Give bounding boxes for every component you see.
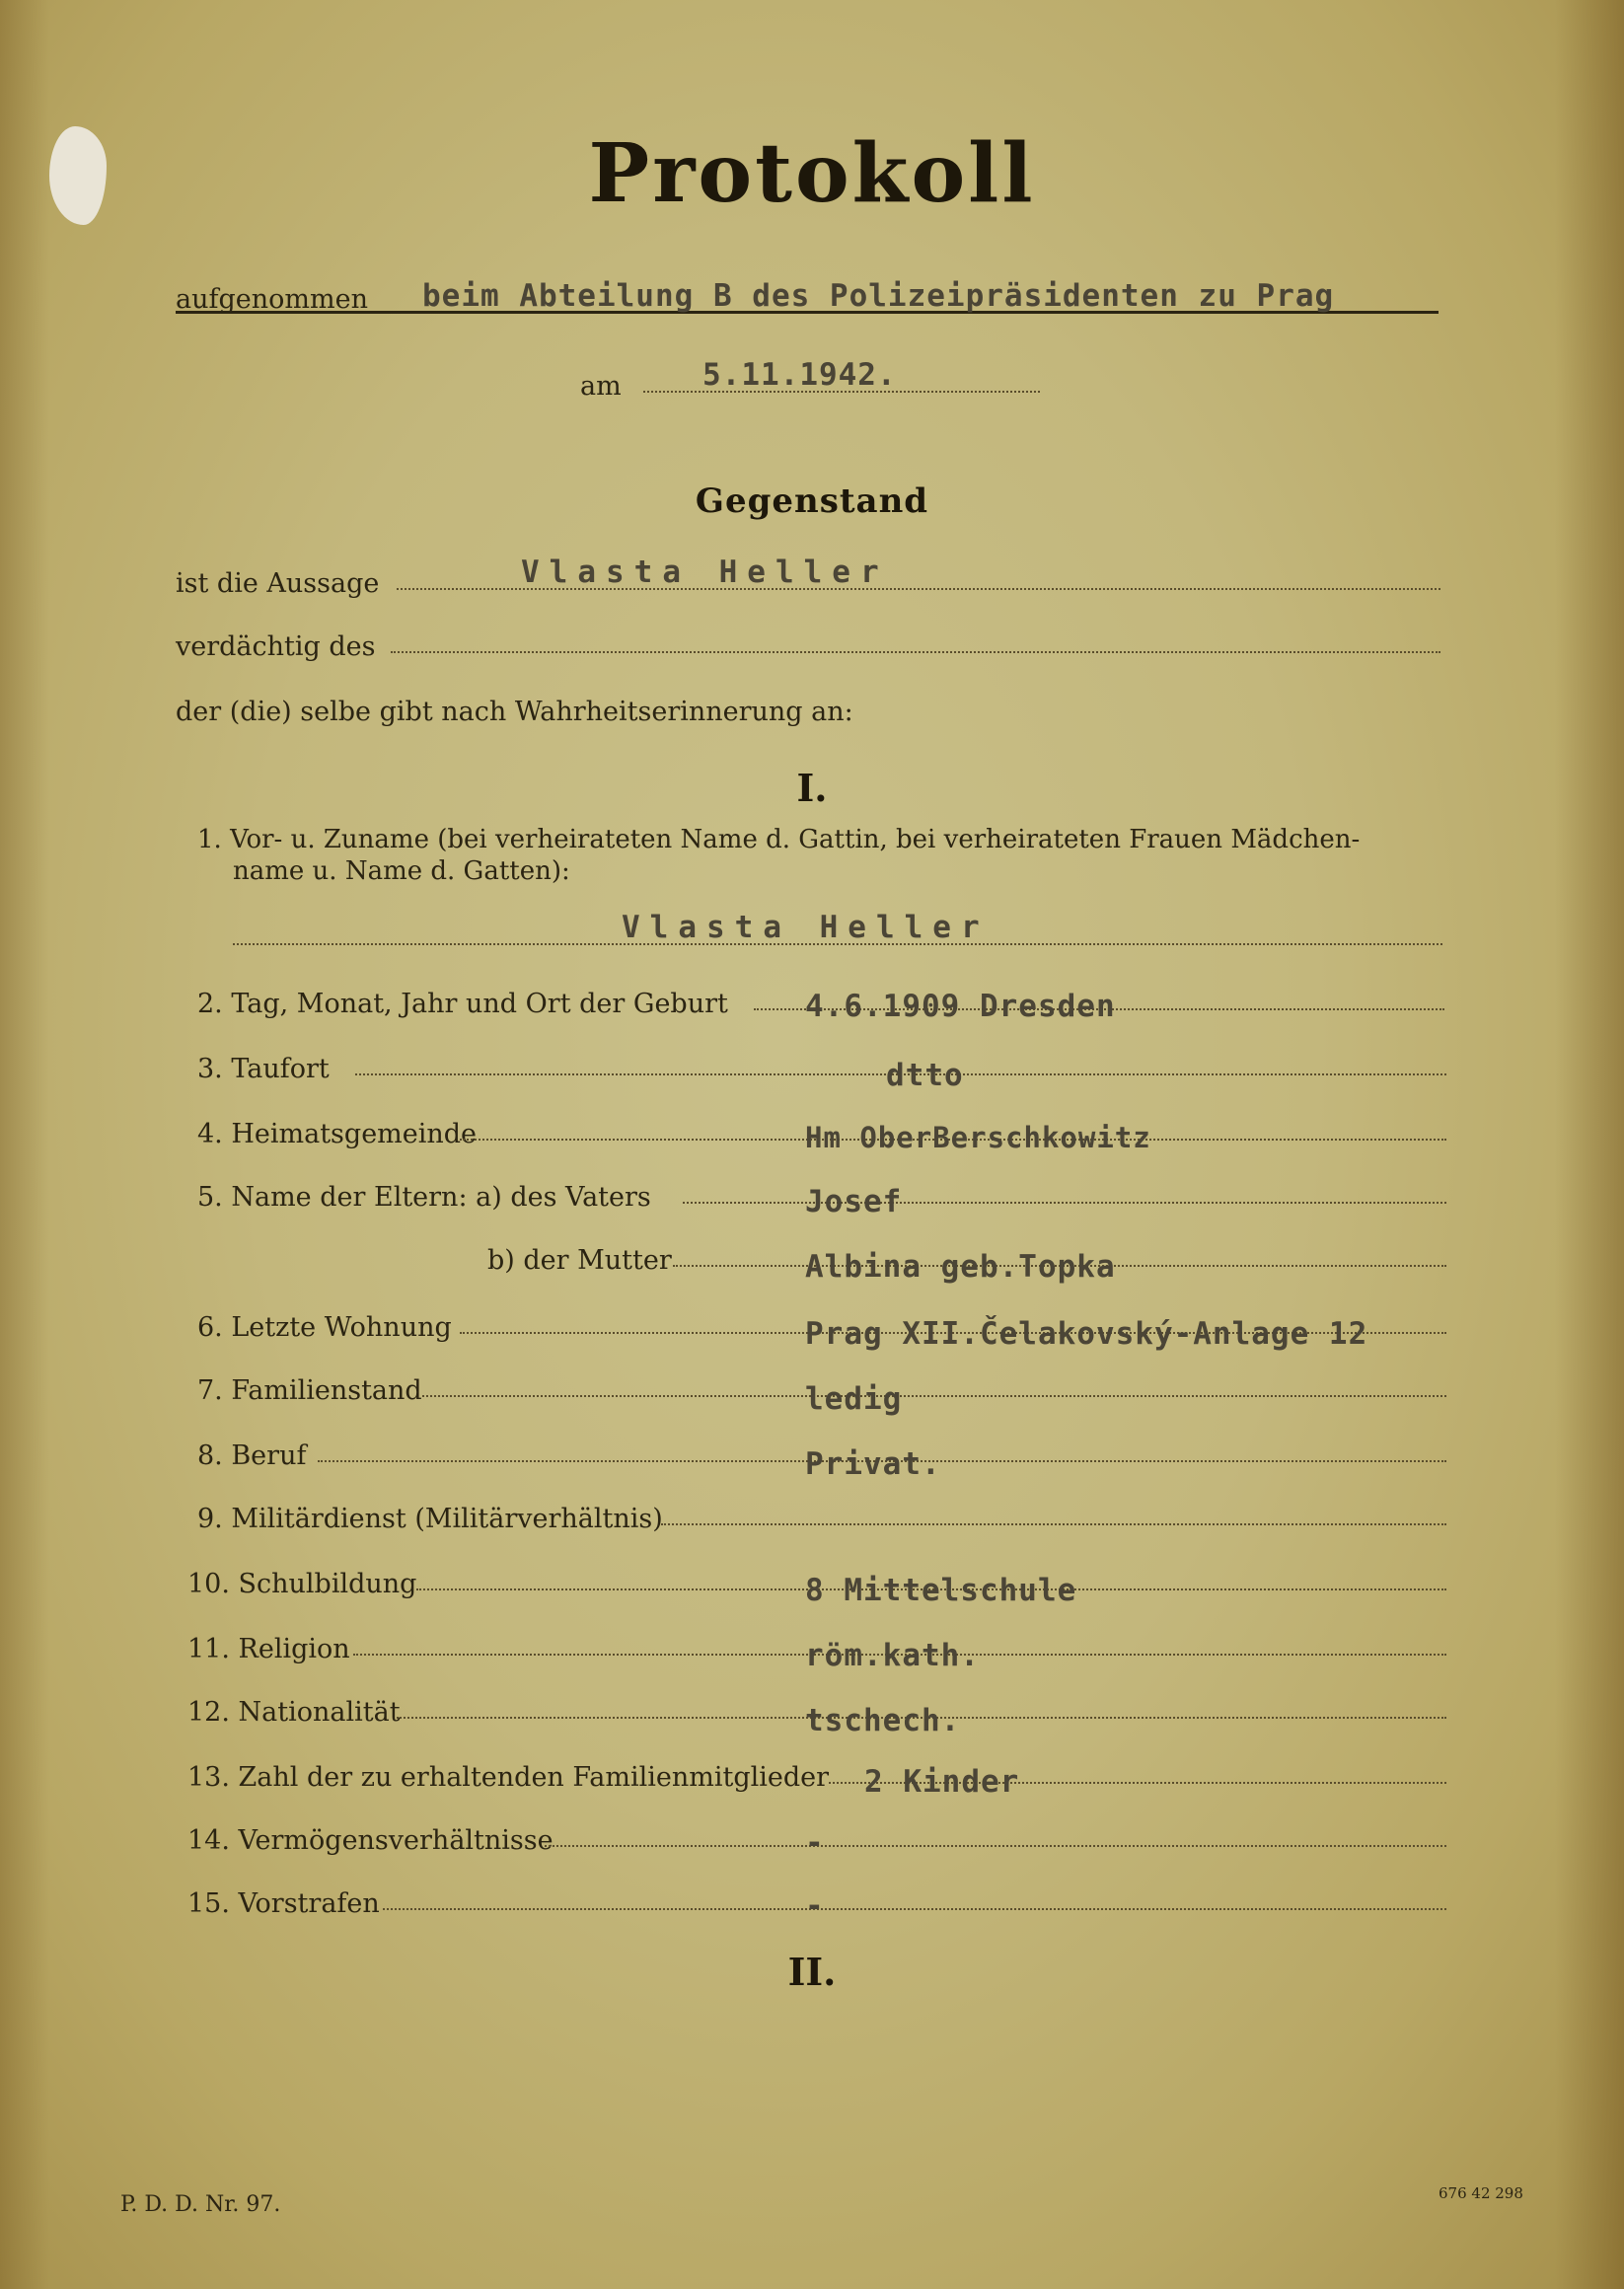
field-3-value: dtto [886, 1058, 964, 1093]
field-12-label: 12. Nationalität [187, 1697, 401, 1728]
verdaechtig-line [391, 651, 1440, 653]
field-11-label: 11. Religion [187, 1634, 350, 1664]
document-title: Protokoll [588, 126, 1036, 221]
section-one-heading: I. [796, 766, 828, 810]
field-1-label-line2: name u. Name d. Gatten): [233, 856, 570, 886]
field-8-label: 8. Beruf [197, 1440, 307, 1471]
field-13-value: 2 Kinder [864, 1764, 1020, 1800]
section-two-heading: II. [787, 1950, 837, 1994]
field-4-value: Hm OberBerschkowitz [805, 1121, 1151, 1154]
field-7-label: 7. Familienstand [197, 1375, 422, 1406]
field-2-value: 4.6.1909 Dresden [805, 989, 1116, 1024]
field-15-label: 15. Vorstrafen [187, 1888, 380, 1919]
am-value: 5.11.1942. [702, 357, 897, 393]
field-1-value: Vlasta Heller [622, 910, 990, 945]
form-number: P. D. D. Nr. 97. [120, 2192, 281, 2217]
field-7-value: ledig [805, 1381, 903, 1417]
field-12-value: tschech. [805, 1703, 961, 1738]
field-14-label: 14. Vermögensverhältnisse [187, 1825, 554, 1856]
aufgenommen-label: aufgenommen [176, 284, 368, 315]
verdaechtig-label: verdächtig des [176, 631, 376, 662]
intro-text: der (die) selbe gibt nach Wahrheitserinnerung an: [176, 697, 853, 727]
field-4-label: 4. Heimatsgemeinde [197, 1119, 478, 1149]
field-5b-value: Albina geb.Topka [805, 1249, 1116, 1285]
aussage-label: ist die Aussage [176, 568, 380, 599]
field-5-line [683, 1202, 1446, 1204]
field-1-label-line1: 1. Vor- u. Zuname (bei verheirateten Name d. Gattin, bei verheirateten Frauen Mädchen- [197, 825, 1361, 854]
field-14-line [545, 1845, 1446, 1847]
subject-heading: Gegenstand [695, 481, 929, 521]
print-code: 676 42 298 [1439, 2184, 1523, 2202]
aufgenommen-value: beim Abteilung B des Polizeipräsidenten zu Prag [422, 278, 1335, 314]
aussage-value: Vlasta Heller [521, 554, 889, 590]
field-2-label: 2. Tag, Monat, Jahr und Ort der Geburt [197, 989, 728, 1019]
field-15-value: - [805, 1888, 825, 1924]
field-5-label: 5. Name der Eltern: a) des Vaters [197, 1182, 651, 1213]
field-13-label: 13. Zahl der zu erhaltenden Familienmitglieder [187, 1762, 830, 1793]
am-label: am [580, 371, 622, 402]
field-9-label: 9. Militärdienst (Militärverhältnis) [197, 1504, 663, 1534]
field-15-line [383, 1908, 1446, 1910]
paper-edge-shadow-right [1555, 0, 1624, 2289]
field-8-value: Privat. [805, 1446, 941, 1482]
field-5-value: Josef [805, 1184, 903, 1219]
field-9-line [661, 1523, 1446, 1525]
field-3-label: 3. Taufort [197, 1054, 330, 1084]
field-11-value: röm.kath. [805, 1638, 980, 1673]
field-10-value: 8 Mittelschule [805, 1573, 1077, 1608]
field-6-label: 6. Letzte Wohnung [197, 1312, 452, 1343]
field-7-line [422, 1395, 1446, 1397]
field-5b-label: b) der Mutter [487, 1245, 672, 1276]
field-6-value: Prag XII.Čelakovský-Anlage 12 [805, 1316, 1368, 1352]
paper-edge-shadow-left [0, 0, 49, 2289]
field-14-value: - [805, 1825, 825, 1861]
field-10-label: 10. Schulbildung [187, 1569, 417, 1599]
